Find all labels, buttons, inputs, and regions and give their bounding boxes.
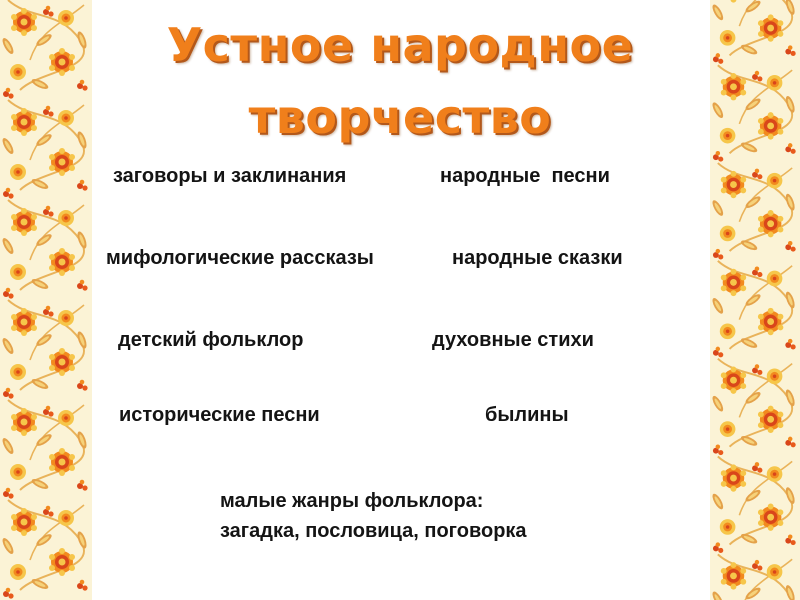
genre-item-folk-tales: народные сказки bbox=[452, 247, 623, 269]
khokhloma-floral-ornament-icon bbox=[710, 0, 800, 600]
genre-item-byliny: былины bbox=[485, 404, 569, 426]
genre-item-folk-songs: народные песни bbox=[440, 165, 610, 187]
khokhloma-floral-ornament-icon bbox=[0, 0, 92, 600]
genre-item-mythological-stories: мифологические рассказы bbox=[106, 247, 374, 269]
right-floral-border bbox=[710, 0, 800, 600]
slide-title-line-1: Устное народное bbox=[166, 18, 634, 72]
genre-item-spiritual-verses: духовные стихи bbox=[432, 329, 594, 351]
genre-item-childrens-folklore: детский фольклор bbox=[118, 329, 304, 351]
genre-item-spells: заговоры и заклинания bbox=[113, 165, 347, 187]
left-floral-border bbox=[0, 0, 92, 600]
small-genres-heading: малые жанры фольклора: bbox=[220, 490, 484, 512]
small-genres-list: загадка, пословица, поговорка bbox=[220, 520, 527, 542]
slide-title-line-2: творчество bbox=[248, 90, 552, 144]
genre-item-historical-songs: исторические песни bbox=[119, 404, 320, 426]
small-folklore-genres bbox=[220, 486, 527, 546]
